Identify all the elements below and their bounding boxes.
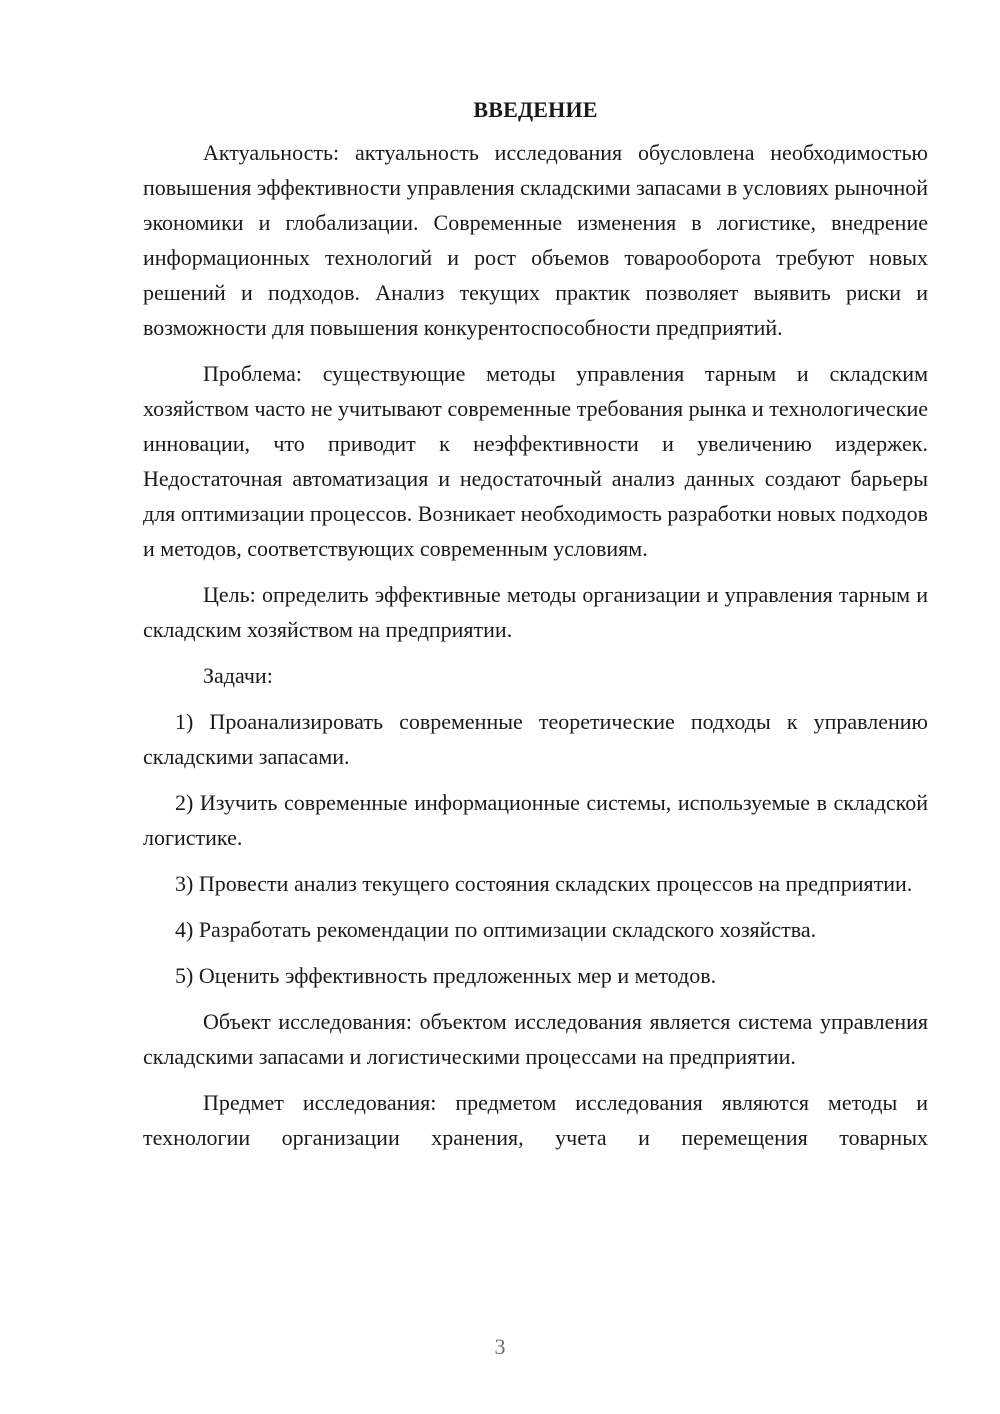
page-title: ВВЕДЕНИЕ xyxy=(473,97,598,122)
paragraph-problem: Проблема: существующие методы управления тарным и складским хозяйством часто не учитывают современные требования рынка и технологические инновации, что приводит к неэффективности и увеличению издержек. Недостаточная автоматизация и недостаточный анализ данных создают барьеры для оптимизации процессов. Возникает необходимость разработки новых подходов и методов, соответствующих современным условиям. xyxy=(143,361,928,561)
paragraph-object: Объект исследования: объектом исследования является система управления складскими запасами и логистическими процессами на предприятии. xyxy=(143,1009,928,1069)
task-item-3: 3) Провести анализ текущего состояния складских процессов на предприятии. xyxy=(175,871,913,896)
task-item-1: 1) Проанализировать современные теоретические подходы к управлению складскими запасами. xyxy=(143,709,928,769)
page-content xyxy=(143,95,928,1166)
paragraph-subject: Предмет исследования: предметом исследования являются методы и технологии организации хранения, учета и перемещения товарных xyxy=(143,1090,928,1150)
paragraph-goal: Цель: определить эффективные методы организации и управления тарным и складским хозяйством на предприятии. xyxy=(143,582,928,642)
page-number: 3 xyxy=(494,1334,506,1359)
task-item-4: 4) Разработать рекомендации по оптимизации складского хозяйства. xyxy=(175,917,817,942)
task-item-2: 2) Изучить современные информационные системы, используемые в складской логистике. xyxy=(143,790,928,850)
task-item-5: 5) Оценить эффективность предложенных мер и методов. xyxy=(175,963,717,988)
paragraph-relevance: Актуальность: актуальность исследования обусловлена необходимостью повышения эффективности управления складскими запасами в условиях рыночной экономики и глобализации. Современные изменения в логистике, внедрение информационных технологий и рост объемов товарооборота требуют новых решений и подходов. Анализ текущих практик позволяет выявить риски и возможности для повышения конкурентоспособности предприятий. xyxy=(143,140,928,340)
tasks-heading: Задачи: xyxy=(203,663,273,688)
